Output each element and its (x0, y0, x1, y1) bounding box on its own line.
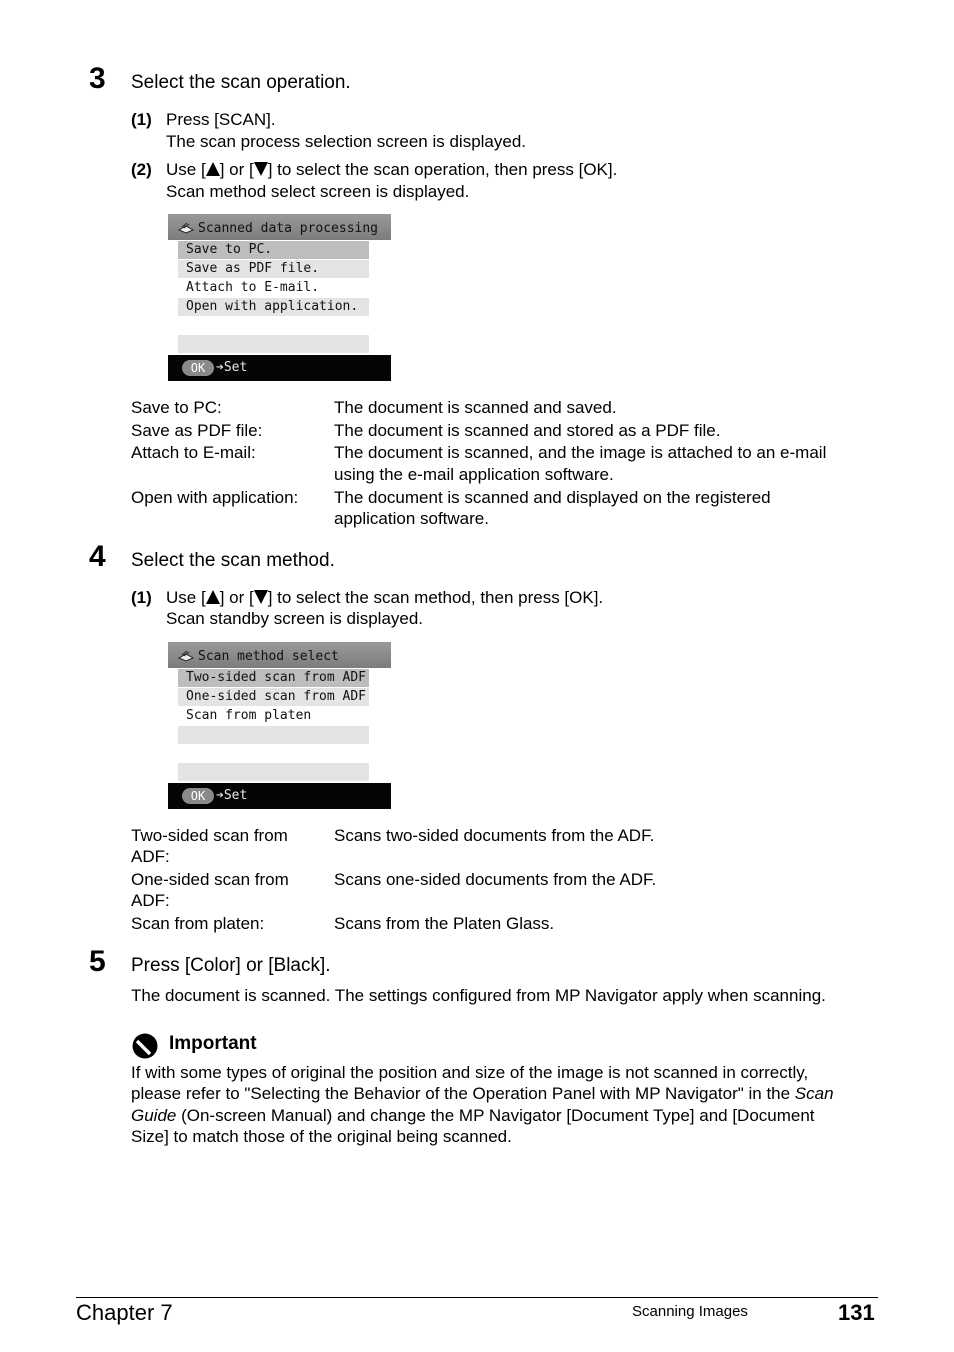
step-4-sub-1-number: (1) (131, 588, 152, 607)
important-text-line: If with some types of original the position and size of the image is not scanned in correctly, (131, 1063, 809, 1082)
lcd-empty-row (178, 335, 369, 353)
down-arrow-icon (254, 162, 268, 176)
ok-button-label: OK (182, 360, 214, 376)
lcd-option-two-sided: Two-sided scan from ADF (178, 669, 369, 687)
definition-term: Attach to E-mail: (131, 443, 256, 462)
definition-term: Scan from platen: (131, 914, 265, 933)
definition-desc: Scans one-sided documents from the ADF. (334, 870, 657, 889)
step-3-sub-1-text: Press [SCAN]. (166, 110, 276, 129)
definition-desc: The document is scanned and stored as a PDF file. (334, 421, 721, 440)
important-text-line: please refer to "Selecting the Behavior of the Operation Panel with MP Navigator" in the Scan (131, 1084, 834, 1103)
important-heading: Important (169, 1033, 257, 1054)
step-4-sub-1-result: Scan standby screen is displayed. (166, 609, 424, 628)
lcd-footer (168, 355, 391, 381)
definition-term-cont: ADF: (131, 891, 170, 910)
step-4-sub-1-text: Use [ ] or [ ] to select the scan method, then press [OK]. (166, 588, 604, 607)
lcd-option-save-to-pc: Save to PC. (178, 241, 369, 259)
definition-term-cont: ADF: (131, 847, 170, 866)
definition-desc: Scans two-sided documents from the ADF. (334, 826, 655, 845)
set-label: ➔Set (216, 788, 248, 803)
step-3-sub-2-number: (2) (131, 160, 152, 179)
lcd-option-save-as-pdf: Save as PDF file. (178, 260, 369, 278)
definition-term: Save as PDF file: (131, 421, 263, 440)
step-3-sub-2-result: Scan method select screen is displayed. (166, 182, 470, 201)
lcd-empty-row (178, 726, 369, 744)
lcd-empty-row (178, 763, 369, 781)
scanner-icon (178, 650, 194, 662)
step-5-title: Press [Color] or [Black]. (131, 955, 331, 976)
lcd-title: Scan method select (198, 649, 339, 664)
step-5-number: 5 (89, 945, 106, 978)
lcd-title-bar (168, 214, 391, 240)
step-3-title: Select the scan operation. (131, 72, 351, 93)
definition-term: Save to PC: (131, 398, 222, 417)
set-label: ➔Set (216, 360, 248, 375)
definition-term: Open with application: (131, 488, 299, 507)
lcd-option-platen: Scan from platen (186, 708, 312, 723)
up-arrow-icon (206, 162, 220, 176)
lcd-footer (168, 783, 391, 809)
lcd-screen-scanned-data-processing (168, 214, 391, 381)
up-arrow-icon (206, 590, 220, 604)
important-text-line: Guide (On-screen Manual) and change the MP Navigator [Document Type] and [Document (131, 1106, 815, 1125)
lcd-screen-scan-method-select (168, 642, 391, 809)
definition-term: One-sided scan from (131, 870, 289, 889)
lcd-option-open-with-application: Open with application. (178, 298, 369, 316)
step-3-sub-2-text: Use [ ] or [ ] to select the scan operation, then press [OK]. (166, 160, 618, 179)
down-arrow-icon (254, 590, 268, 604)
scanner-icon (178, 222, 194, 234)
important-icon (132, 1033, 158, 1059)
step-3-sub-1-number: (1) (131, 110, 152, 129)
lcd-title: Scanned data processing (198, 221, 379, 236)
footer-section-title: Scanning Images (632, 1303, 748, 1320)
definition-desc: Scans from the Platen Glass. (334, 914, 555, 933)
definition-desc-cont: using the e-mail application software. (334, 465, 614, 484)
lcd-option-one-sided: One-sided scan from ADF (178, 688, 369, 706)
step-3-sub-1-result: The scan process selection screen is displayed. (166, 132, 527, 151)
footer-page-number: 131 (838, 1300, 875, 1325)
lcd-title-bar (168, 642, 391, 668)
footer-chapter: Chapter 7 (76, 1300, 173, 1325)
step-4-title: Select the scan method. (131, 550, 335, 571)
step-5-body: The document is scanned. The settings configured from MP Navigator apply when scanning. (131, 986, 826, 1005)
step-3-number: 3 (89, 62, 106, 95)
definition-term: Two-sided scan from (131, 826, 288, 845)
lcd-option-attach-to-email: Attach to E-mail. (186, 280, 320, 295)
ok-button-label: OK (182, 788, 214, 804)
step-4-number: 4 (89, 540, 106, 573)
definition-desc: The document is scanned and saved. (334, 398, 617, 417)
definition-desc: The document is scanned, and the image is attached to an e-mail (334, 443, 827, 462)
important-text-line: Size] to match those of the original being scanned. (131, 1127, 512, 1146)
definition-desc-cont: application software. (334, 509, 489, 528)
definition-desc: The document is scanned and displayed on the registered (334, 488, 771, 507)
footer-rule (76, 1297, 878, 1298)
